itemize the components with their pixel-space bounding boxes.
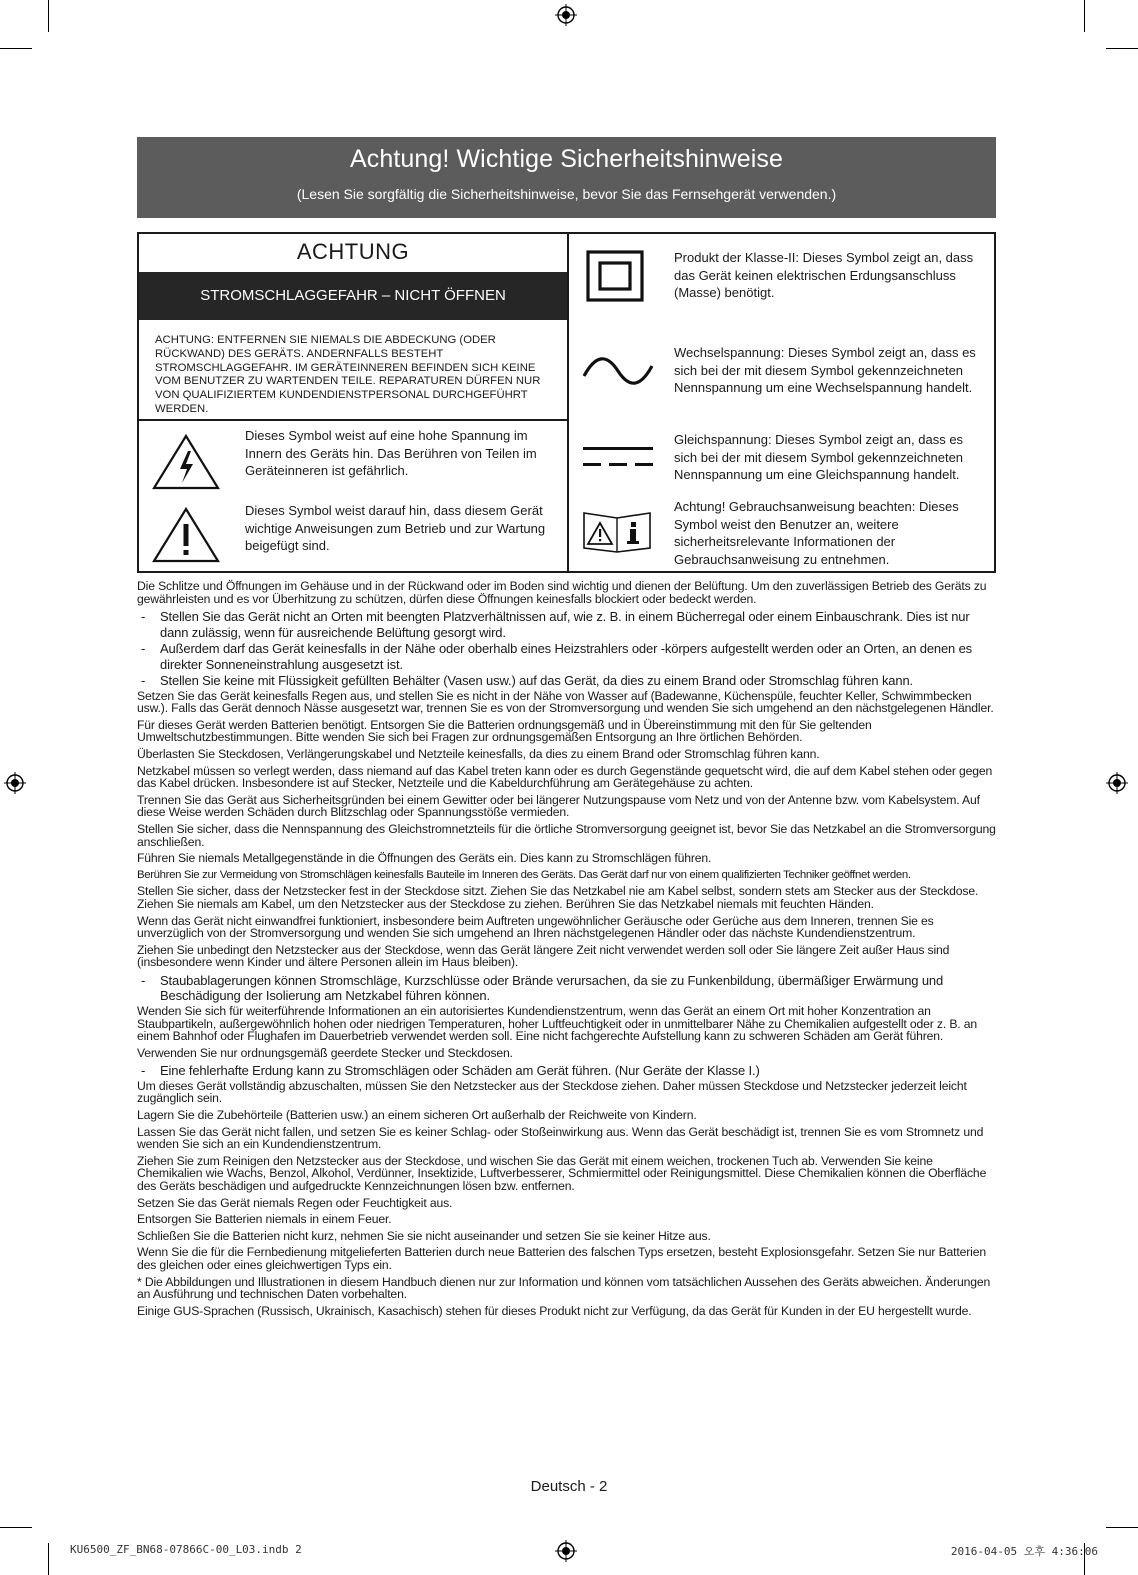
bullet-item: - Stellen Sie das Gerät nicht an Orten mit beengten Platzverhältnissen auf, wie z. B. in einem Bücherregal oder einem Einbauschrank. Dies ist nur dann zulässig, wenn für ausreichende Belüftung gesorgt wird. (137, 609, 999, 640)
achtung-heading: ACHTUNG (296, 239, 410, 264)
symbol-text: Dieses Symbol weist auf eine hohe Spannung im Innern des Geräts hin. Das Berühren von Teilen im Geräteinneren ist gefährlich. (245, 428, 537, 478)
registration-mark-icon (1106, 772, 1128, 794)
banner-subtitle: (Lesen Sie sorgfältig die Sicherheitshinweise, bevor Sie das Fernsehgerät verwenden.) (296, 186, 837, 202)
high-voltage-icon (151, 433, 221, 491)
left-column (139, 234, 567, 571)
paragraph: Entsorgen Sie Batterien niemals in einem Feuer. (137, 1212, 392, 1227)
bullet-item: - Stellen Sie keine mit Flüssigkeit gefüllten Behälter (Vasen usw.) auf das Gerät, da dies zu einem Brand oder Stromschlag führen kann. (137, 673, 999, 689)
registration-mark-icon (555, 4, 577, 26)
dc-voltage-icon (581, 443, 655, 473)
safety-instructions (137, 580, 999, 1321)
paragraph: Lagern Sie die Zubehörteile (Batterien usw.) an einem sicheren Ort außerhalb der Reichweite von Kindern. (137, 1108, 697, 1123)
symbol-text: Dieses Symbol weist darauf hin, dass diesem Gerät wichtige Anweisungen zum Betrieb und zur Wartung beigefügt sind. (245, 503, 546, 553)
paragraph: Wenn Sie die für die Fernbedienung mitgelieferten Batterien durch neue Batterien des falschen Typs ersetzen, besteht Explosionsgefahr. Setzen Sie nur Batterien des gleichen oder eines gleichwertigen Typs ein. (137, 1245, 986, 1272)
crop-mark (1084, 0, 1085, 32)
symbol-text: Gleichspannung: Dieses Symbol zeigt an, dass es sich bei der mit diesem Symbol gekennzeichneten Nennspannung um eine Gleichspannung handelt. (674, 432, 964, 482)
paragraph: Wenden Sie sich für weiterführende Informationen an ein autorisiertes Kundendienstzentrum, wenn das Gerät an einem Ort mit hoher Konzentration an Staubpartikeln, außergewöhnlich hohen oder niedrigen Temperaturen, hoher Luftfeuchtigkeit oder in unmittelbarer Nähe zu Chemikalien aufgestellt oder z. B. an einem Bahnhof oder Flughafen im Dauerbetrieb verwendet werden soll. Eine nicht fachgerechte Aufstellung kann zu schweren Schäden am Gerät führen. (137, 1003, 978, 1044)
crop-mark (0, 48, 32, 49)
paragraph: Für dieses Gerät werden Batterien benötigt. Entsorgen Sie die Batterien ordnungsgemäß und in Übereinstimmung mit den für Sie geltenden Umweltschutzbestimmungen. Bitte wenden Sie sich bei Fragen zur ordnungsgemäßen Entsorgung an Ihre örtlichen Behörden. (137, 717, 872, 745)
paragraph: Lassen Sie das Gerät nicht fallen, und setzen Sie es keiner Schlag- oder Stoßeinwirkung aus. Wenn das Gerät beschädigt ist, trennen Sie es vom Stromnetz und wenden Sie sich an ein Kundendienstzentrum. (137, 1124, 984, 1152)
crop-mark (1106, 48, 1138, 49)
print-slug-file: KU6500_ZF_BN68-07866C-00_L03.indb 2 (70, 1543, 302, 1556)
danger-bar: STROMSCHLAGGEFAHR – NICHT ÖFFNEN (139, 272, 567, 320)
symbol-text: Wechselspannung: Dieses Symbol zeigt an, dass es sich bei der mit diesem Symbol gekennzeichneten Nennspannung um eine Wechselspannung handelt. (674, 345, 976, 395)
paragraph: Trennen Sie das Gerät aus Sicherheitsgründen bei einem Gewitter oder bei längerer Nutzungspause vom Netz und von der Antenne bzw. vom Kabelsystem. Auf diese Weise werden Schäden durch Blitzschlag oder Spannungsstöße vermieden. (137, 792, 980, 820)
symbol-table (137, 232, 996, 573)
paragraph: Um dieses Gerät vollständig abzuschalten, müssen Sie den Netzstecker aus der Steckdose ziehen. Daher müssen Steckdose und Netzstecker jederzeit leicht zugänglich sein. (137, 1078, 967, 1106)
right-column (569, 234, 994, 571)
bullet-item: - Staubablagerungen können Stromschläge, Kurzschlüsse oder Brände verursachen, da sie zu Funkenbildung, übermäßiger Erwärmung und Beschädigung der Isolierung am Netzkabel führen können. (137, 973, 999, 1004)
paragraph: Wenn das Gerät nicht einwandfrei funktioniert, insbesondere beim Auftreten ungewöhnlicher Geräusche oder Gerüche aus dem Inneren, trennen Sie es unverzüglich von der Stromversorgung und wenden Sie sich umgehend an Ihren nächstgelegenen Händler oder das nächste Kundendienstzentrum. (137, 913, 934, 941)
manual-icon (581, 508, 653, 554)
crop-mark (0, 1527, 32, 1528)
paragraph: Führen Sie niemals Metallgegenstände in die Öffnungen des Geräts ein. Dies kann zu Stromschlägen führen. (137, 851, 712, 866)
bullet-item: - Außerdem darf das Gerät keinesfalls in der Nähe oder oberhalb eines Heizstrahlers oder -körpers aufgestellt werden oder an Orten, an denen es direkter Sonneneinstrahlung ausgesetzt ist. (137, 641, 999, 672)
registration-mark-icon (555, 1540, 577, 1562)
paragraph: * Die Abbildungen und Illustrationen in diesem Handbuch dienen nur zur Information und können vom tatsächlichen Aussehen des Geräts abweichen. Änderungen an Ausführung und technischen Daten vorbehalten. (137, 1274, 991, 1302)
symbol-text: Achtung! Gebrauchsanweisung beachten: Dieses Symbol weist den Benutzer an, weitere sicherheitsrelevante Informationen der Gebrauchsanweisung zu entnehmen. (674, 499, 959, 567)
symbol-text: Produkt der Klasse-II: Dieses Symbol zeigt an, dass das Gerät keinen elektrischen Erdungsanschluss (Masse) benötigt. (674, 250, 974, 300)
paragraph: Ziehen Sie unbedingt den Netzstecker aus der Steckdose, wenn das Gerät längere Zeit nicht verwendet werden soll oder Sie längere Zeit außer Haus sind (insbesondere wenn Kinder und ältere Personen allein im Haus bleiben). (137, 942, 950, 970)
paragraph: Ziehen Sie zum Reinigen den Netzstecker aus der Steckdose, und wischen Sie das Gerät mit einem weichen, trockenen Tuch ab. Verwenden Sie keine Chemikalien wie Wachs, Benzol, Alkohol, Verdünner, Insektizide, Luftverbesserer, Schmiermittel oder Reinigungsmittel. Diese Chemikalien können die Oberfläche des Geräts beschädigen und aufgedruckte Kennzeichnungen lösen bzw. entfernen. (137, 1153, 987, 1193)
paragraph: Setzen Sie das Gerät niemals Regen oder Feuchtigkeit aus. (137, 1195, 453, 1210)
crop-mark (48, 1543, 49, 1575)
exclamation-icon (151, 506, 221, 564)
paragraph: Stellen Sie sicher, dass der Netzstecker fest in der Steckdose sitzt. Ziehen Sie das Netzkabel nie am Kabel selbst, sondern stets am Stecker aus der Steckdose. Ziehen Sie niemals am Kabel, um den Netzstecker aus der Steckdose zu ziehen. Berühren Sie das Netzkabel niemals mit feuchten Händen. (137, 884, 979, 911)
paragraph: Netzkabel müssen so verlegt werden, dass niemand auf das Kabel treten kann oder es durch Gegenstände gequetscht wird, die auf dem Kabel stehen oder gegen das Kabel drücken. Insbesondere ist auf Stecker, Netzteile und die Kabeldurchführung am Gerätegehäuse zu achten. (137, 763, 993, 791)
registration-mark-icon (4, 772, 26, 794)
paragraph: Überlasten Sie Steckdosen, Verlängerungskabel und Netzteile keinesfalls, da dies zu einem Brand oder Stromschlag führen kann. (137, 747, 820, 762)
class-ii-icon (585, 249, 647, 303)
bullet-item: - Eine fehlerhafte Erdung kann zu Stromschlägen oder Schäden am Gerät führen. (Nur Geräte der Klasse I.) (137, 1063, 999, 1079)
crop-mark (1106, 1527, 1138, 1528)
paragraph: Die Schlitze und Öffnungen im Gehäuse und in der Rückwand oder im Boden sind wichtig und dienen der Belüftung. Um den zuverlässigen Betrieb des Geräts zu gewährleisten und es vor Überhitzung zu schützen, dürfen diese Öffnungen keinesfalls blockiert oder bedeckt werden. (137, 579, 987, 606)
paragraph: Berühren Sie zur Vermeidung von Stromschlägen keinesfalls Bauteile im Inneren des Geräts. Das Gerät darf nur von einem qualifizierten Techniker geöffnet werden. (137, 868, 911, 881)
crop-mark (48, 0, 49, 32)
paragraph: Schließen Sie die Batterien nicht kurz, nehmen Sie sie nicht auseinander und setzen Sie sie keiner Hitze aus. (137, 1228, 711, 1243)
safety-banner (137, 137, 996, 218)
paragraph: Einige GUS-Sprachen (Russisch, Ukrainisch, Kasachisch) stehen für dieses Produkt nicht zur Verfügung, da das Gerät für Kunden in der EU hergestellt wurde. (137, 1303, 972, 1318)
paragraph: Stellen Sie sicher, dass die Nennspannung des Gleichstromnetzteils für die örtliche Stromversorgung geeignet ist, bevor Sie das Netzkabel an die Stromversorgung anschließen. (137, 822, 996, 849)
banner-title: Achtung! Wichtige Sicherheitshinweise (349, 145, 784, 173)
print-slug-date: 2016-04-05 오후 4:36:06 (950, 1545, 1098, 1558)
paragraph: Setzen Sie das Gerät keinesfalls Regen aus, und stellen Sie es nicht in der Nähe von Wasser auf (Badewanne, Küchenspüle, feuchter Keller, Schwimmbecken usw.). Falls das Gerät dennoch Nässe ausgesetzt war, trennen Sie es von der Stromversorgung und wenden Sie sich umgehend an den nächstgelegenen Händler. (137, 688, 994, 716)
warning-text: ACHTUNG: ENTFERNEN SIE NIEMALS DIE ABDECKUNG (ODER RÜCKWAND) DES GERÄTS. ANDERNFALLS BESTEHT STROMSCHLAGGEFAHR. IM GERÄTEINNEREN BEFINDEN SICH KEINE VOM BENUTZER ZU WARTENDEN TEILE. REPARATUREN DÜRFEN NUR VON QUALIFIZIERTEM KUNDENDIENSTPERSONAL DURCHGEFÜHRT WERDEN. (139, 320, 567, 421)
page-number: Deutsch - 2 (530, 1478, 608, 1495)
paragraph: Verwenden Sie nur ordnungsgemäß geerdete Stecker und Steckdosen. (137, 1045, 513, 1060)
ac-voltage-icon (581, 356, 655, 386)
